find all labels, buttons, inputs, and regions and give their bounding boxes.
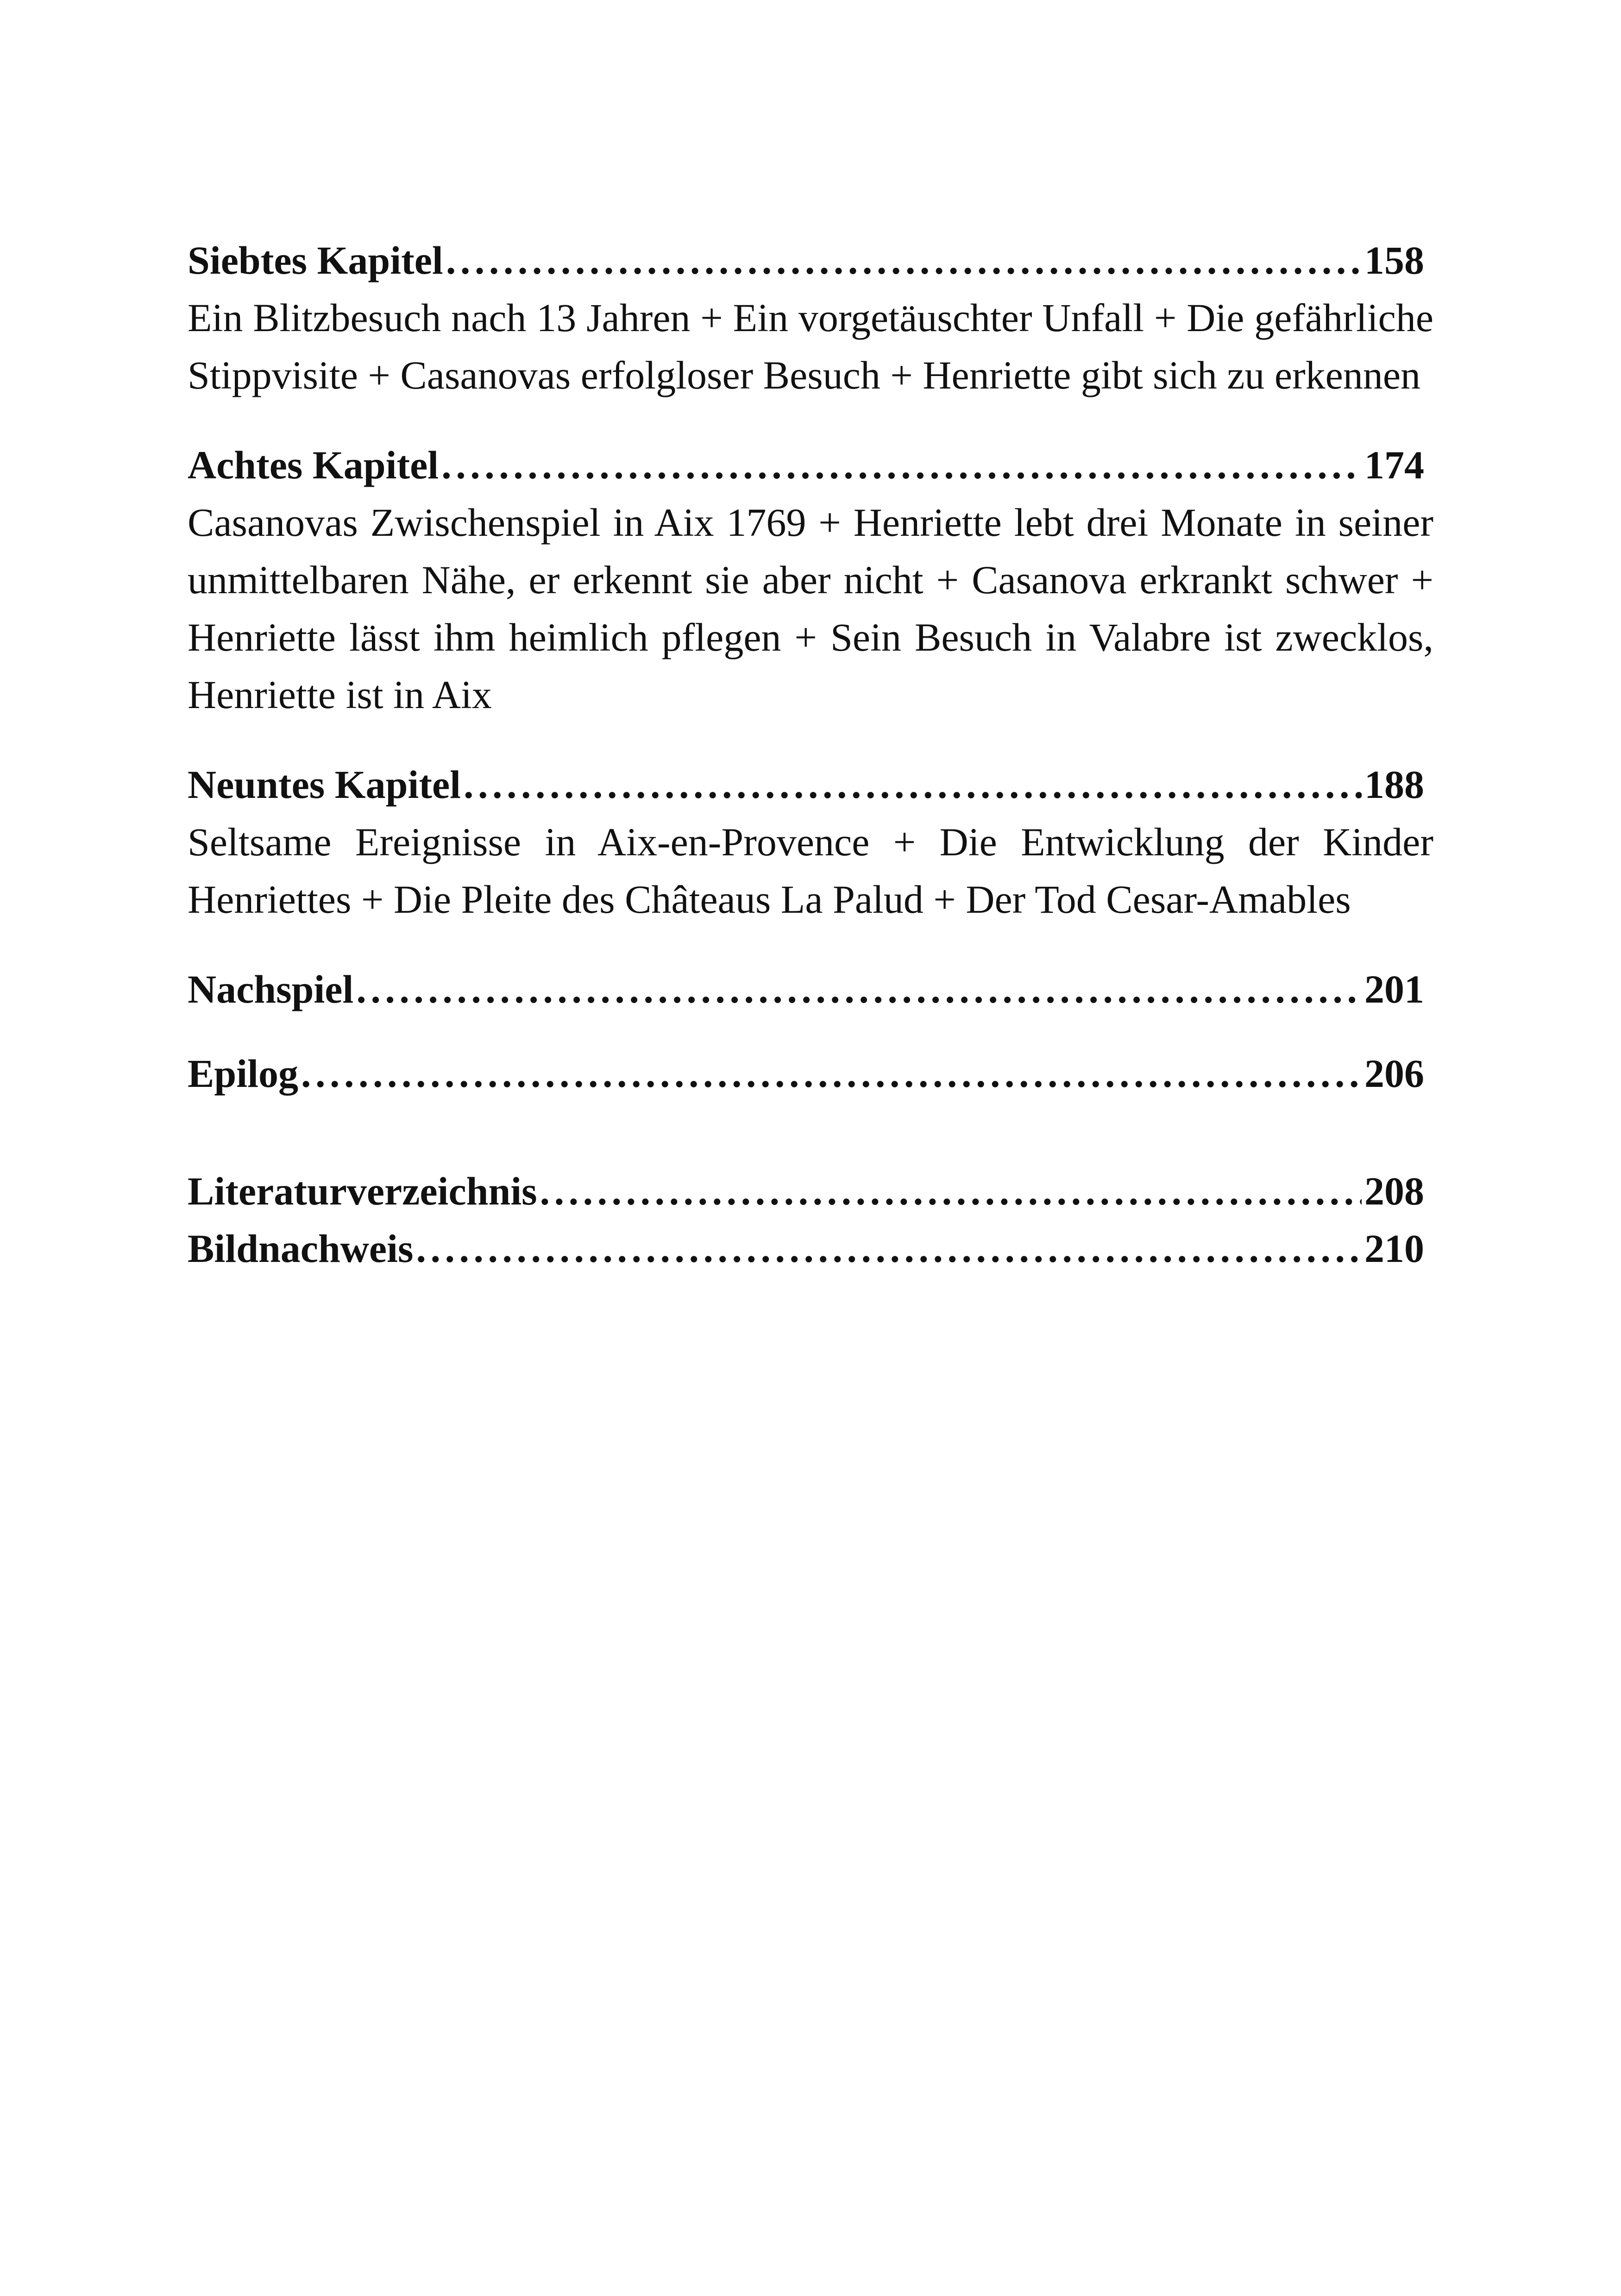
section-title: Bildnachweis (188, 1226, 414, 1271)
toc-heading-line (188, 1220, 1424, 1277)
page-number: 158 (1364, 238, 1424, 282)
chapter-summary: Seltsame Ereignisse in Aix-en-Provence + Die Entwicklung der Kinder Henriettes + Die Pleite des Châteaus La Palud + Der Tod Cesar-Amables (188, 820, 1433, 922)
toc-heading-line (188, 756, 1424, 813)
toc-entry-chapter-7 (188, 232, 1433, 404)
toc-entry-bibliography (188, 1162, 1433, 1220)
toc-entry-chapter-9 (188, 756, 1433, 928)
dot-leader (446, 232, 1362, 289)
toc-heading-line (188, 436, 1424, 494)
page-number: 188 (1364, 762, 1424, 807)
toc-entry-chapter-8 (188, 436, 1433, 723)
chapter-summary: Ein Blitzbesuch nach 13 Jahren + Ein vorgetäuschter Unfall + Die gefährliche Stippvisite + Casanovas erfolgloser Besuch + Henriette gibt sich zu erkennen (188, 295, 1433, 397)
dot-leader (416, 1220, 1362, 1277)
dot-leader (540, 1162, 1362, 1220)
dot-leader (464, 756, 1362, 813)
section-title: Epilog (188, 1051, 298, 1096)
toc-heading-line (188, 1045, 1424, 1102)
page-number: 206 (1364, 1051, 1424, 1096)
toc-heading-line (188, 232, 1424, 289)
page-number: 210 (1364, 1226, 1424, 1271)
page-number: 208 (1364, 1169, 1424, 1213)
toc-entry-image-credits (188, 1220, 1433, 1277)
toc-heading-line (188, 960, 1424, 1018)
table-of-contents (188, 232, 1433, 1277)
page-number: 174 (1364, 443, 1424, 487)
page-number: 201 (1364, 967, 1424, 1011)
dot-leader (301, 1045, 1362, 1102)
chapter-title: Neuntes Kapitel (188, 762, 461, 807)
chapter-title: Siebtes Kapitel (188, 238, 443, 282)
section-title: Nachspiel (188, 967, 354, 1011)
dot-leader (441, 436, 1362, 494)
dot-leader (356, 960, 1362, 1018)
chapter-title: Achtes Kapitel (188, 443, 439, 487)
chapter-summary: Casanovas Zwischenspiel in Aix 1769 + Henriette lebt drei Monate in seiner unmittelbaren Nähe, er erkennt sie aber nicht + Casanova erkrankt schwer + Henriette lässt ihm heimlich pflegen + Sein Besuch in Valabre ist zwecklos, Henriette ist in Aix (188, 500, 1433, 717)
section-title: Literaturverzeichnis (188, 1169, 537, 1213)
toc-entry-nachspiel (188, 960, 1433, 1018)
toc-entry-epilog (188, 1045, 1433, 1102)
toc-heading-line (188, 1162, 1424, 1220)
